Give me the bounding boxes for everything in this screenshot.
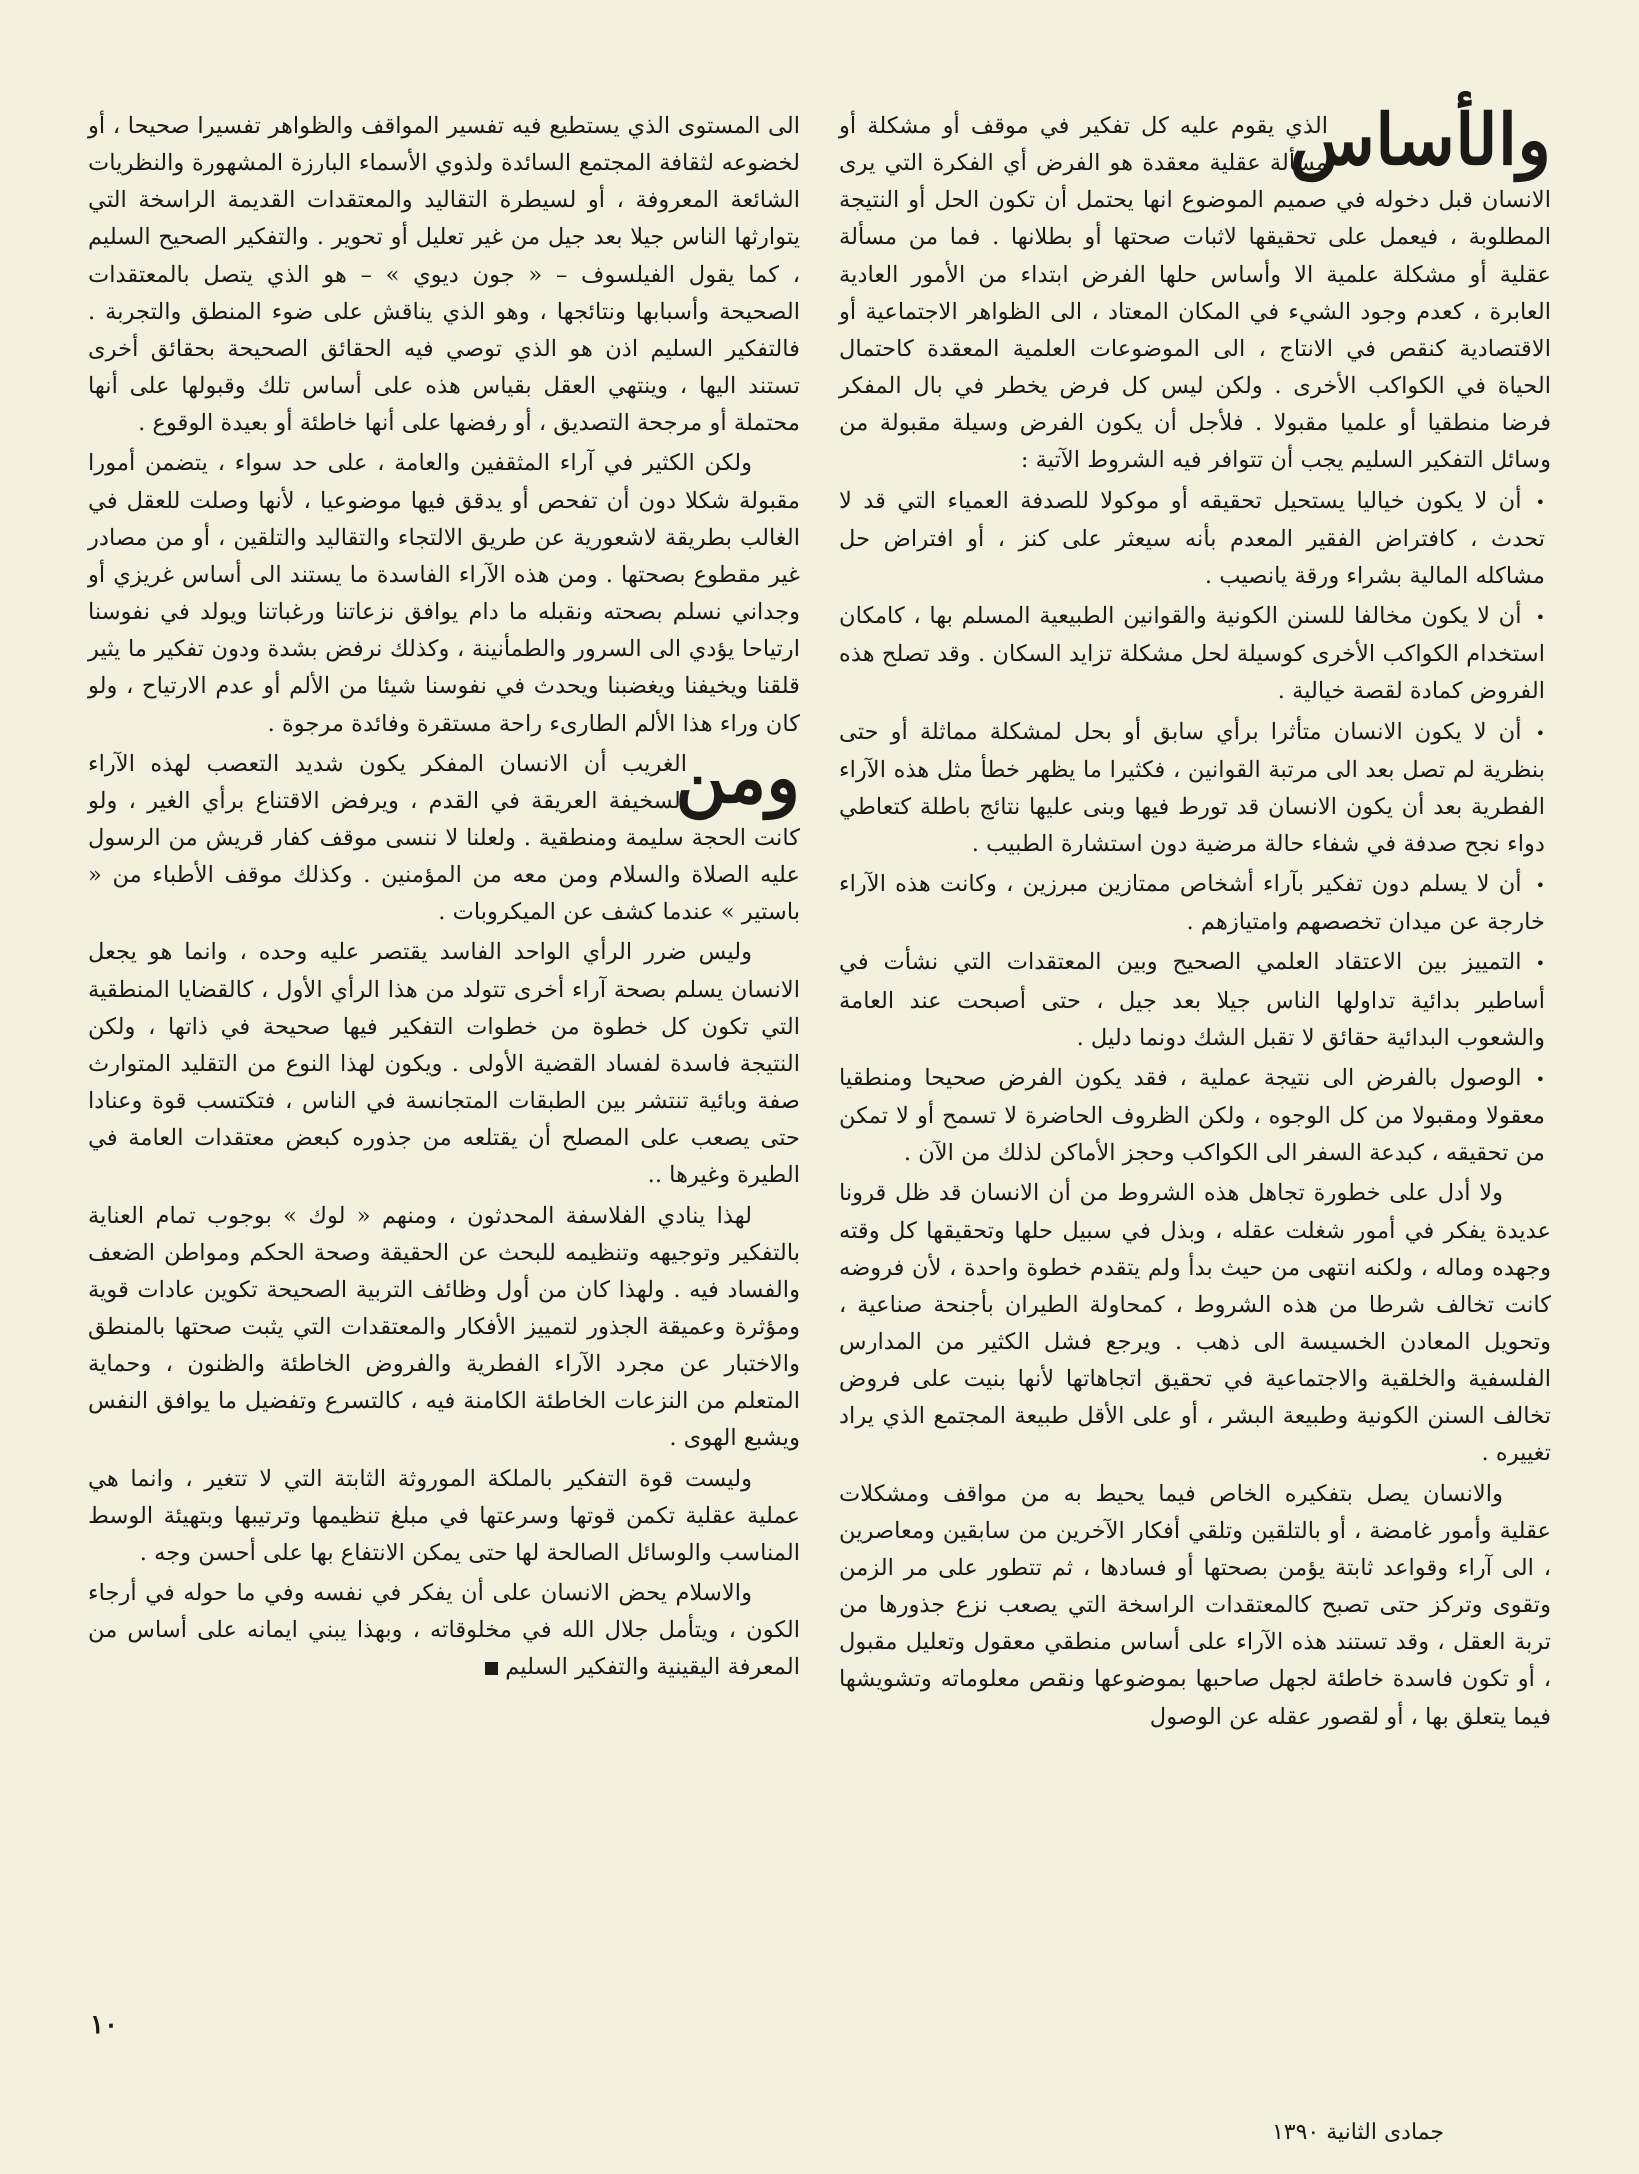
body-paragraph: وليست قوة التفكير بالملكة الموروثة الثابتة التي لا تتغير ، وانما هي عملية عقلية تكمن قوتها وسرعتها في مبلغ تنظيمها وترتيبها وبتهيئة الوسط المناسب والوسائل الصالحة لها حتى يمكن الانتفاع بها على أحسن وجه . bbox=[88, 1465, 800, 1566]
issue-date: جمادى الثانية ١٣٩٠ bbox=[1271, 2120, 1444, 2145]
condition-item bbox=[839, 944, 1551, 1056]
condition-text: التمييز بين الاعتقاد العلمي الصحيح وبين المعتقدات التي نشأت في أساطير بدائية تداولها الناس جيلا بعد جيل ، حتى أصبحت عند العامة والشعوب البدائية حقائق لا تقبل الشك دونما دليل . bbox=[839, 949, 1545, 1051]
body-paragraph: وليس ضرر الرأي الواحد الفاسد يقتصر عليه وحده ، وانما هو يجعل الانسان يسلم بصحة آراء أخرى تتولد من هذا الرأي الأول ، كالقضايا المنطقية التي تكون كل خطوة من خطوات التفكير فيها صحيحة في ذاتها ، ولكن النتيجة فاسدة لفساد القضية الأولى . ويكون لهذا النوع من التقليد المتوارث صفة وبائية تنتشر بين الطبقات المتجانسة في الناس ، فتكتسب قوة وعنادا حتى يصعب على المصلح أن يقتلعه من جذوره كبعض معتقدات العامة في الطيرة وغيرها .. bbox=[88, 939, 800, 1189]
bullet-icon: • bbox=[1535, 723, 1545, 743]
bullet-icon: • bbox=[1535, 876, 1545, 896]
condition-text: أن لا يسلم دون تفكير بآراء أشخاص ممتازين مبرزين ، وكانت هذه الآراء خارجة عن ميدان تخصصهم وامتيازهم . bbox=[839, 871, 1545, 936]
condition-text: الوصول بالفرض الى نتيجة عملية ، فقد يكون الفرض صحيحا ومنطقيا معقولا ومقبولا من كل الوجوه ، ولكن الظروف الحاضرة لا تسمح أو لا تمكن من تحقيقه ، كبدعة السفر الى الكواكب وحجز الأماكن لذلك من الآن . bbox=[839, 1064, 1545, 1167]
closing-text: والاسلام يحض الانسان على أن يفكر في نفسه وفي ما حوله في أرجاء الكون ، ويتأمل جلال الله في مخلوقاته ، وبهذا يبني ايمانه على أساس من المعرفة اليقينية والتفكير السليم bbox=[88, 1580, 800, 1681]
left-column bbox=[88, 108, 800, 1690]
condition-text: أن لا يكون الانسان متأثرا برأي سابق أو بحل لمشكلة مماثلة أو حتى بنظرية لم تصل بعد الى مرتبة القوانين ، فكثيرا ما يظهر خطأ مثل هذه الآراء الفطرية بعد أن يكون الانسان قد تورط فيها وبنى عليها نتائج باطلة كتعاطي دواء نجح صدفة في شفاء حالة مرضية دون استشارة الطبيب . bbox=[839, 718, 1545, 857]
body-paragraph: الى المستوى الذي يستطيع فيه تفسير المواقف والظواهر تفسيرا صحيحا ، أو لخضوعه لثقافة المجتمع السائدة ولذوي الأسماء البارزة المشهورة والنظريات الشائعة المعروفة ، أو لسيطرة التقاليد والمعتقدات القديمة الراسخة التي يتوارثها الناس جيلا بعد جيل من غير تعليل أو تحوير . والتفكير الصحيح السليم ، كما يقول الفيلسوف – « جون ديوي » – هو الذي يتصل بالمعتقدات الصحيحة وأسبابها ونتائجها ، وهو الذي يناقش على ضوء المنطق والتجربة . فالتفكير السليم اذن هو الذي توصي فيه الحقائق الصحيحة بحقائق أخرى تستند اليها ، وينتهي العقل بقياس هذه على أساس تلك وقبولها على أنها محتملة أو مرجحة التصديق ، أو رفضها على أنها خاطئة أو بعيدة الوقوع . bbox=[88, 113, 801, 437]
bullet-icon: • bbox=[1535, 608, 1545, 628]
condition-item bbox=[839, 1060, 1551, 1172]
dropcap-section: ومن bbox=[675, 735, 800, 819]
condition-item bbox=[839, 866, 1551, 941]
bullet-icon: • bbox=[1535, 492, 1545, 512]
condition-item bbox=[839, 483, 1551, 595]
dropcap-intro: والأساس bbox=[1289, 98, 1551, 181]
condition-item bbox=[839, 598, 1551, 710]
condition-text: أن لا يكون خياليا يستحيل تحقيقه أو موكولا للصدفة العمياء التي قد لا تحدث ، كافتراض الفقير المعدم بأنه سيعثر على كنز ، أو افتراض حل مشاكله المالية بشراء ورقة يانصيب . bbox=[839, 487, 1545, 589]
body-paragraph bbox=[88, 1575, 800, 1686]
body-paragraph: ولكن الكثير في آراء المثقفين والعامة ، على حد سواء ، يتضمن أمورا مقبولة شكلا دون أن تفحص أو يدقق فيها موضوعيا ، لأنها وصلت للعقل في الغالب بطريقة لاشعورية عن طريق الالتجاء والتقاليد والتلقين ، أو من مصادر غير مقطوع بصحتها . ومن هذه الآراء الفاسدة ما يستند الى أساس غريزي أو وجداني نسلم بصحته ونقبله ما دام يوافق نزعاتنا ورغباتنا ويولد في نفوسنا ارتياحا يؤدي الى السرور والطمأنينة ، وكذلك نرفض بشدة ودون تفكير ما يثير قلقنا ويخيفنا ويغضبنا ويحدث في نفوسنا شيئا من الألم أو عدم الارتياح ، ولو كان وراء هذا الألم الطارىء راحة مستقرة وفائدة مرجوة . bbox=[88, 450, 800, 737]
intro-paragraph bbox=[839, 98, 1551, 480]
body-paragraph: والانسان يصل بتفكيره الخاص فيما يحيط به من مواقف ومشكلات عقلية وأمور غامضة ، أو بالتلقين وتلقي أفكار الآخرين من سابقين ومعاصرين ، الى آراء وقواعد ثابتة يؤمن بصحتها أو فسادها ، ثم تتطور على مر الزمن وتقوى وتركز حتى تصبح كالمعتقدات الراسخة التي يصعب نزع جذورها من تربة العقل ، وقد تستند هذه الآراء على أساس منطقي معقول وتعليل مقبول ، أو تكون فاسدة خاطئة لجهل صاحبها بموضوعها ونقص معلوماته وتشويشها فيما يتعلق بها ، أو لقصور عقله عن الوصول bbox=[839, 1480, 1551, 1730]
end-of-article-square-icon bbox=[485, 1662, 498, 1675]
right-column bbox=[839, 98, 1551, 1739]
bullet-icon: • bbox=[1535, 1069, 1545, 1089]
bullet-icon: • bbox=[1535, 954, 1545, 974]
intro-text: الذي يقوم عليه كل تفكير في موقف أو مشكلة أو مسألة عقلية معقدة هو الفرض أي الفكرة التي يرى الانسان قبل دخوله في صميم الموضوع انها يحتمل أن تكون الحل أو النتيجة المطلوبة ، فيعمل على تحقيقها لاثبات صحتها أو بطلانها . فما من مسألة عقلية أو مشكلة علمية الا وأساس حلها الفرض ابتداء من الأمور العادية العابرة ، كعدم وجود الشيء في المكان المعتاد ، الى الظواهر الاجتماعية أو الاقتصادية كنقص في الانتاج ، الى الموضوعات العلمية المعقدة كاحتمال الحياة في الكواكب الأخرى . ولكن ليس كل فرض يخطر في بال المفكر فرضا منطقيا أو علميا مقبولا . فلأجل أن يكون الفرض وسيلة مقبولة من وسائل التفكير السليم يجب أن تتوافر فيه الشروط الآتية : bbox=[839, 113, 1551, 474]
body-paragraph: لهذا ينادي الفلاسفة المحدثون ، ومنهم « لوك » بوجوب تمام العناية بالتفكير وتوجيهه وتنظيمه للبحث عن الحقيقة وصحة الحكم ومواطن الضعف والفساد فيه . ولهذا كان من أول وظائف التربية الصحيحة تكوين عادات قوية ومؤثرة وعميقة الجذور لتمييز الأفكار والمعتقدات التي يثبت صحتها بالمنطق والاختبار عن مجرد الآراء الفطرية والفروض الخاطئة والظنون ، وحماية المتعلم من النزعات الخاطئة الكامنة فيه ، كالتسرع وتفضيل ما يوافق النفس ويشبع الهوى . bbox=[88, 1202, 800, 1452]
body-paragraph: ولا أدل على خطورة تجاهل هذه الشروط من أن الانسان قد ظل قرونا عديدة يفكر في أمور شغلت عقله ، وبذل في سبيل حلها وتحقيقها كل وقته وجهده وماله ، ولكنه انتهى من حيث بدأ ولم يتقدم خطوة واحدة ، لأن فروضه كانت تخالف شرطا من هذه الشروط ، كمحاولة الطيران بأجنحة صناعية ، وتحويل المعادن الخسيسة الى ذهب . ويرجع فشل الكثير من المدارس الفلسفية والخلقية والاجتماعية في تحقيق اتجاهاتها لأنها بنيت على فروض تخالف السنن الكونية وطبيعة البشر ، أو على الأقل طبيعة المجتمع الذي يراد تغييره . bbox=[839, 1180, 1551, 1467]
condition-text: أن لا يكون مخالفا للسنن الكونية والقوانين الطبيعية المسلم بها ، كامكان استخدام الكواكب الأخرى كوسيلة لحل مشكلة تزايد السكان . وقد تصلح هذه الفروض كمادة لقصة خيالية . bbox=[839, 603, 1545, 705]
page-number: ١٠ bbox=[90, 2010, 118, 2040]
section-text: الغريب أن الانسان المفكر يكون شديد التعصب لهذه الآراء السخيفة العريقة في القدم ، ويرفض الاقتناع برأي الغير ، ولو كانت الحجة سليمة ومنطقية . ولعلنا لا ننسى موقف كفار قريش من الرسول عليه الصلاة والسلام ومن معه من المؤمنين . وكذلك موقف الأطباء من « باستير » عندما كشف عن الميكروبات . bbox=[88, 750, 800, 926]
condition-item bbox=[839, 714, 1551, 864]
body-paragraph bbox=[88, 735, 800, 932]
